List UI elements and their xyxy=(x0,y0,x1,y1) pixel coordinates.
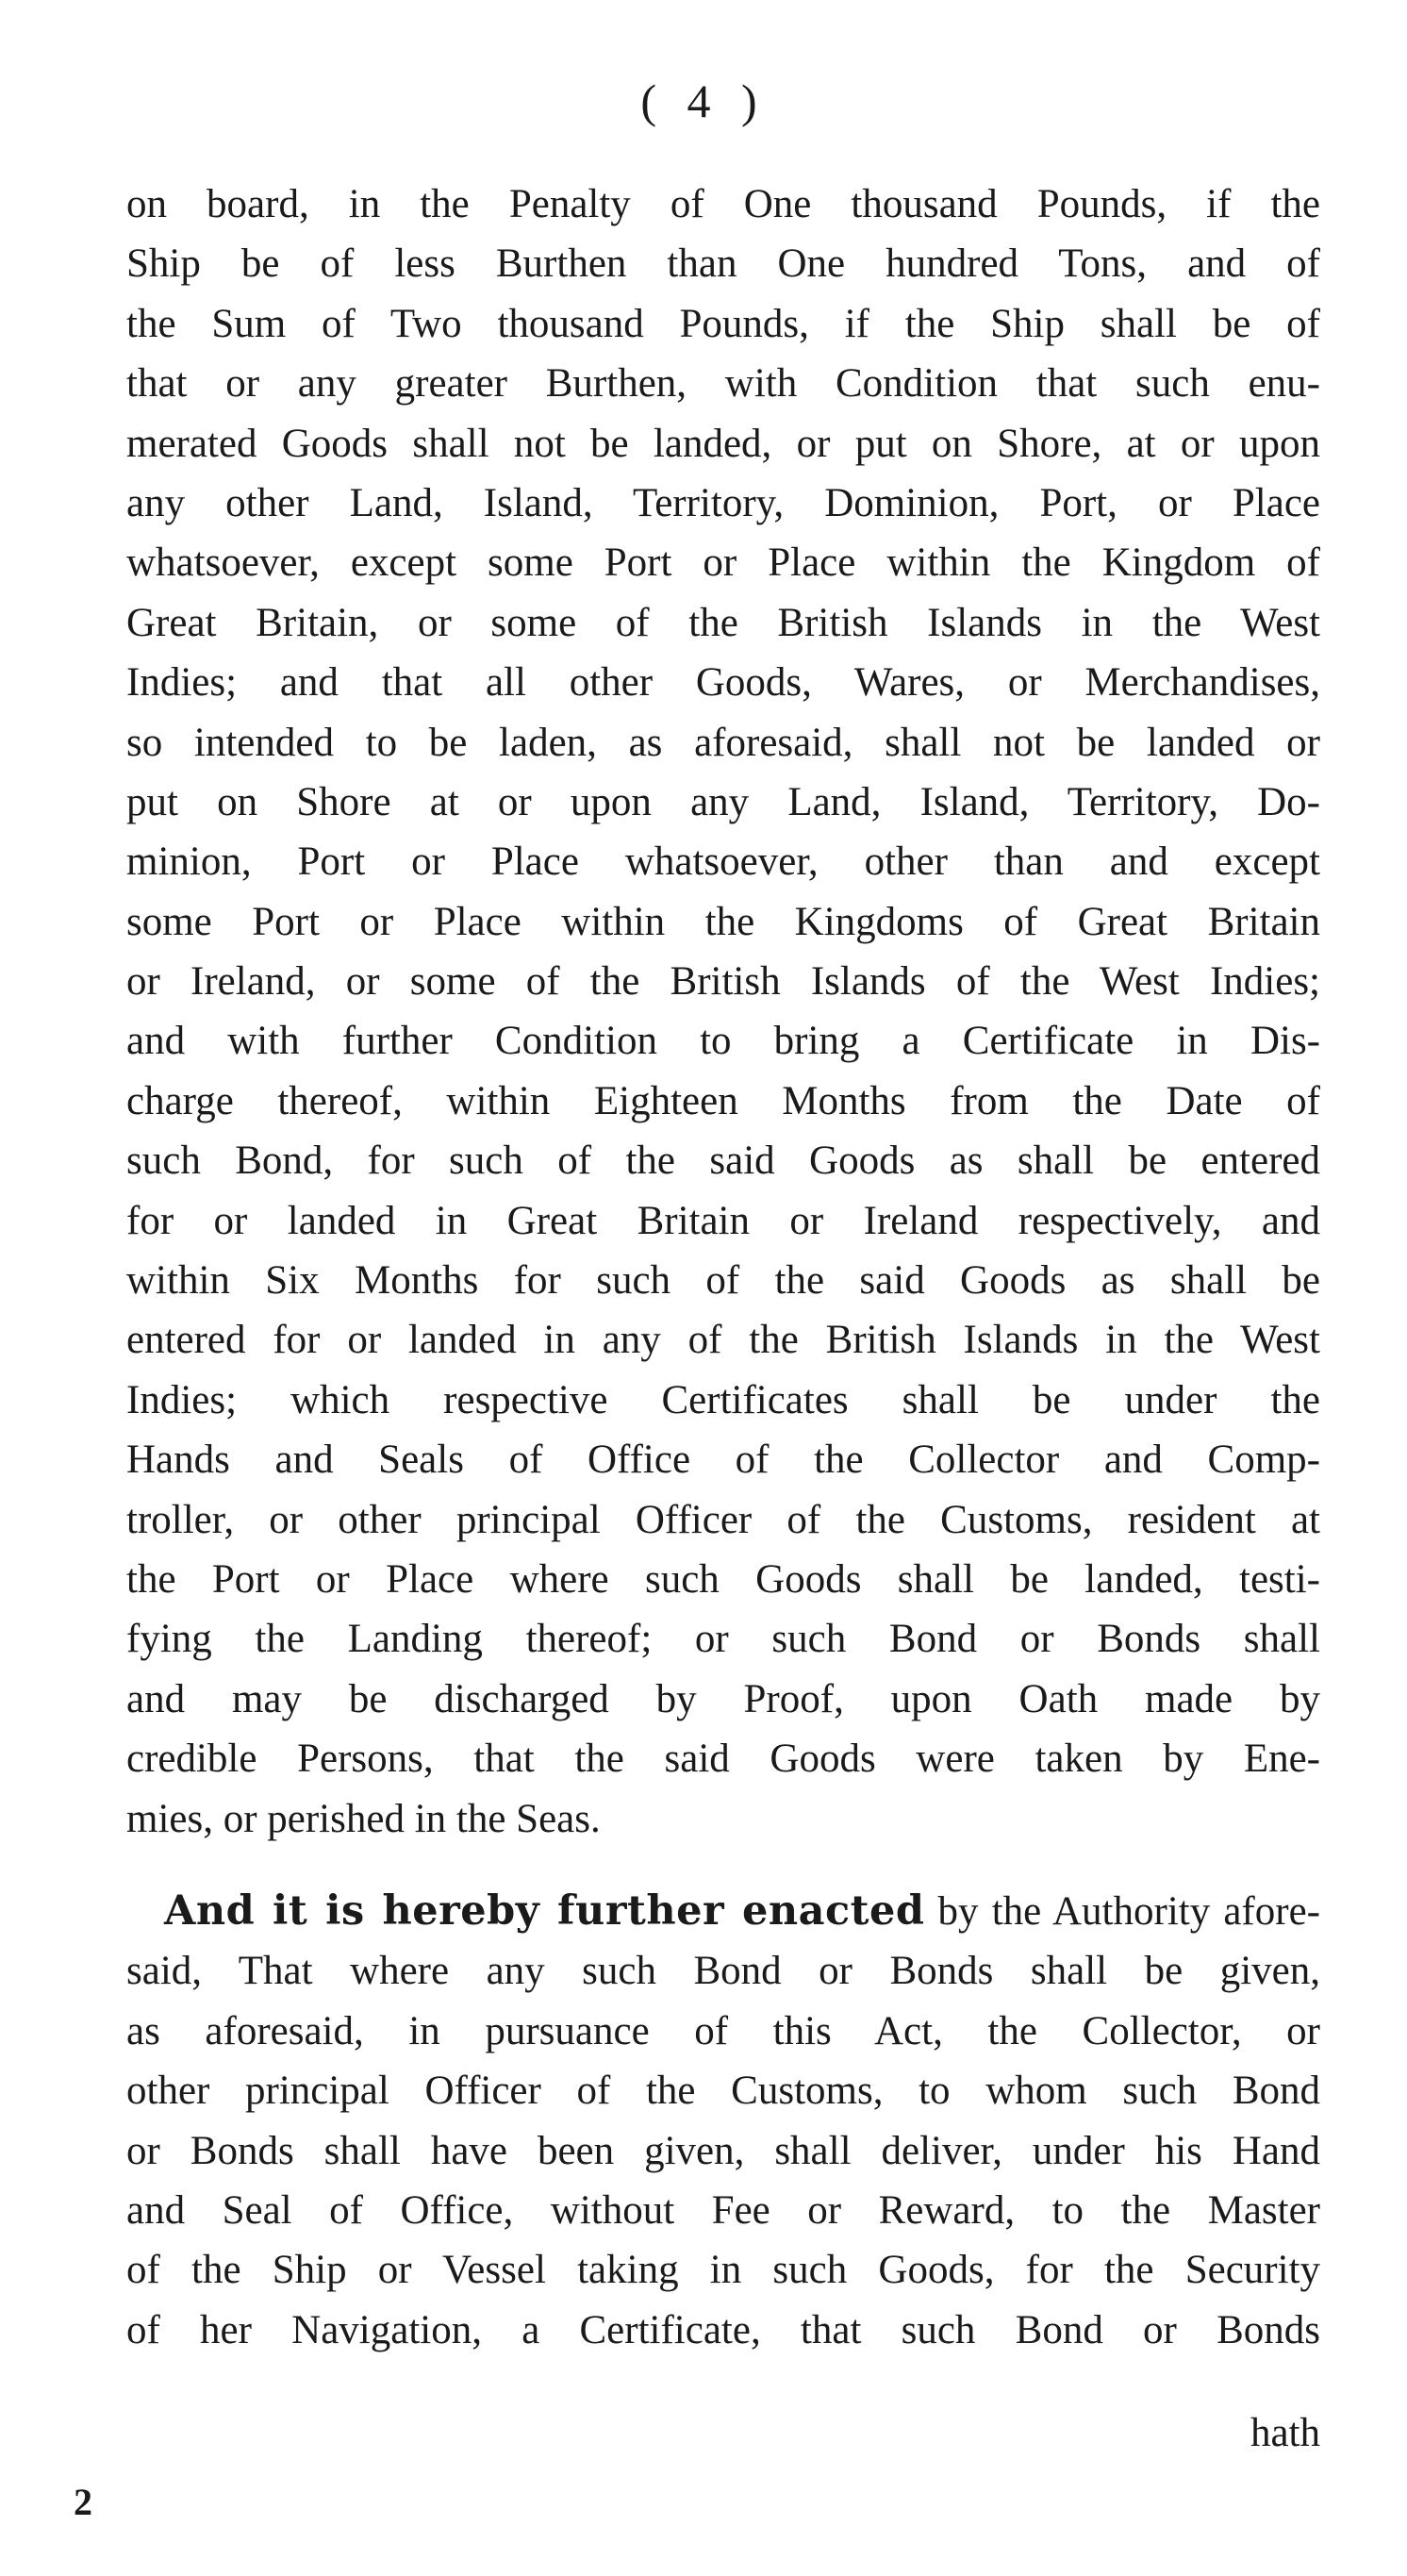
text-line: on board, in the Penalty of One thousand Pounds, if the xyxy=(126,182,1320,226)
text-line: whatsoever, except some Port or Place within the Kingdom of xyxy=(126,540,1320,586)
text-line: such Bond, for such of the said Goods as shall be entered xyxy=(126,1138,1320,1184)
signature-mark: 2 xyxy=(74,2481,92,2523)
opening-line-rest: by the Authority afore- xyxy=(924,1889,1320,1934)
text-line: of her Navigation, a Certificate, that such Bond or Bonds xyxy=(126,2307,1320,2352)
text-line: that or any greater Burthen, with Condition that such enu- xyxy=(126,361,1320,407)
text-line: entered for or landed in any of the British Islands in the West xyxy=(126,1318,1320,1363)
text-line: other principal Officer of the Customs, to whom such Bond xyxy=(126,2069,1320,2114)
text-line: credible Persons, that the said Goods were taken by Ene- xyxy=(126,1737,1320,1782)
text-line: of the Ship or Vessel taking in such Goods, for the Security xyxy=(126,2248,1320,2293)
text-line: within Six Months for such of the said Goods as shall be xyxy=(126,1258,1320,1304)
text-line: any other Land, Island, Territory, Dominion, Port, or Place xyxy=(126,480,1320,525)
text-line: and Seal of Office, without Fee or Reward, to the Master xyxy=(126,2187,1320,2233)
text-line: and with further Condition to bring a Certificate in Dis- xyxy=(126,1019,1320,1064)
text-line: minion, Port or Place whatsoever, other than and except xyxy=(126,839,1320,885)
text-line: the Port or Place where such Goods shall be landed, testi- xyxy=(126,1556,1320,1602)
blackletter-enacting-clause: And it is hereby further enacted xyxy=(164,1887,925,1935)
catchword: hath xyxy=(1250,2411,1320,2455)
text-line: for or landed in Great Britain or Ireland respectively, and xyxy=(126,1198,1320,1243)
text-line: as aforesaid, in pursuance of this Act, the Collector, or xyxy=(126,2008,1320,2053)
text-line: fying the Landing thereof; or such Bond or Bonds shall xyxy=(126,1617,1320,1662)
text-line: Indies; which respective Certificates shall be under the xyxy=(126,1377,1320,1422)
text-line: and may be discharged by Proof, upon Oath made by xyxy=(126,1676,1320,1721)
text-line: charge thereof, within Eighteen Months from the Date of xyxy=(126,1078,1320,1123)
text-line: Indies; and that all other Goods, Wares, or Merchandises, xyxy=(126,660,1320,706)
paragraph-1 xyxy=(126,175,1320,1849)
text-line: said, That where any such Bond or Bonds shall be given, xyxy=(126,1949,1320,1994)
page-number: ( 4 ) xyxy=(640,75,767,127)
text-line: the Sum of Two thousand Pounds, if the Ship shall be of xyxy=(126,301,1320,346)
text-line: merated Goods shall not be landed, or put on Shore, at or upon xyxy=(126,421,1320,466)
text-line: or Bonds shall have been given, shall deliver, under his Hand xyxy=(126,2128,1320,2173)
text-line: put on Shore at or upon any Land, Island, Territory, Do- xyxy=(126,779,1320,824)
text-line: Ship be of less Burthen than One hundred Tons, and of xyxy=(126,241,1320,287)
text-line: Great Britain, or some of the British Islands in the West xyxy=(126,600,1320,645)
text-line-opening xyxy=(126,1882,1320,1941)
text-line: some Port or Place within the Kingdoms of Great Britain xyxy=(126,899,1320,944)
text-line: so intended to be laden, as aforesaid, shall not be landed or xyxy=(126,720,1320,765)
text-line: or Ireland, or some of the British Islands of the West Indies; xyxy=(126,959,1320,1005)
text-line: Hands and Seals of Office of the Collector and Comp- xyxy=(126,1438,1320,1483)
text-line: troller, or other principal Officer of the Customs, resident at xyxy=(126,1497,1320,1542)
text-line: mies, or perished in the Seas. xyxy=(126,1796,601,1841)
paragraph-2 xyxy=(126,1882,1320,2360)
